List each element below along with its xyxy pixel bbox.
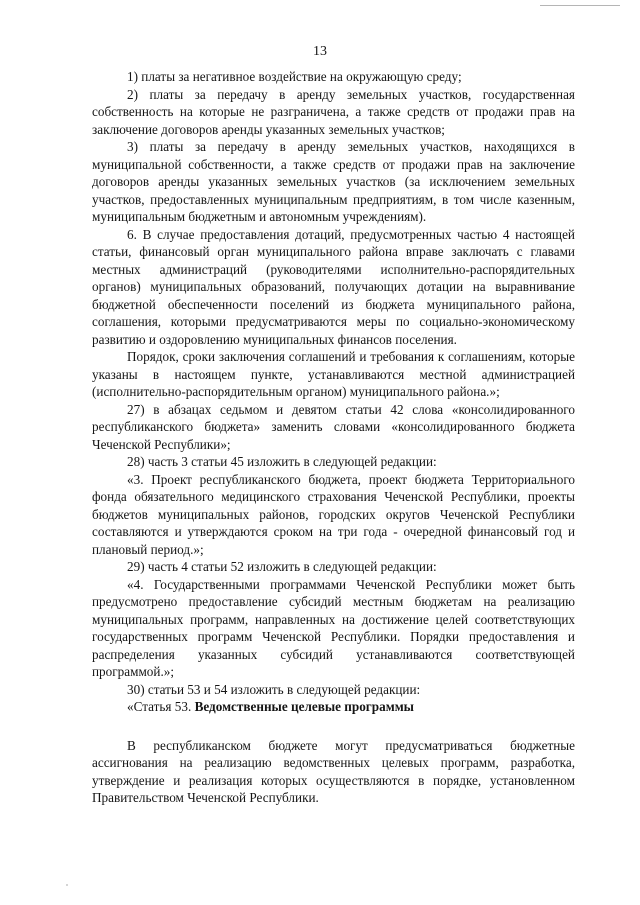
paragraph-amendment-27: 27) в абзацах седьмом и девятом статьи 42 слова «консолидированного республиканского бюджета» заменить словами «консолидированного бюджета Чеченской Республики»; [92,401,575,452]
page-number: 13 [313,44,327,59]
paragraph-amendment-29: 29) часть 4 статьи 52 изложить в следующей редакции: [127,559,437,574]
paragraph-part-3-text: «3. Проект республиканского бюджета, проект бюджета Территориального фонда обязательного медицинского страхования Чеченской Республики, проекты бюджетов муниципальных районов, городских округов Чеченской Республики составляются и утверждаются сроком на три года - очередной финансовый год и плановый период.»; [92,471,575,557]
document-body [92,68,575,807]
paragraph-amendment-28: 28) часть 3 статьи 45 изложить в следующей редакции: [127,454,437,469]
article-heading-prefix: «Статья 53. [127,699,195,714]
paragraph-part-4-text: «4. Государственными программами Чеченской Республики может быть предусмотрено предоставление субсидий местным бюджетам на реализацию муниципальных программ, направленных на достижение целей соответствующих государственных программ Чеченской Республики. Порядки предоставления и распределения указанных субсидий устанавливаются соответствующей программой.»; [92,576,575,679]
article-heading [92,698,575,716]
paragraph-agreements-procedure: Порядок, сроки заключения соглашений и требования к соглашениям, которые указаны в настоящем пункте, устанавливаются местной администрацией (исполнительно-распорядительным органом) муниципального района.»; [92,349,575,399]
scan-dot [66,884,68,886]
paragraph-item-2: 2) платы за передачу в аренду земельных участков, государственная собственность на которые не разграничена, а также средств от продажи прав на заключение договоров аренды указанных земельных участков; [92,86,575,137]
paragraph-budget-allocations: В республиканском бюджете могут предусматриваться бюджетные ассигнования на реализацию ведомственных целевых программ, разработка, утверждение и реализация которых осуществляются в порядке, установленном Правительством Чеченской Республики. [92,737,575,805]
paragraph-amendment-30: 30) статьи 53 и 54 изложить в следующей редакции: [127,681,421,697]
paragraph-part-6: 6. В случае предоставления дотаций, предусмотренных частью 4 настоящей статьи, финансовый орган муниципального района вправе заключать с главами местных администраций (руководителями исполнительно-распорядительных органов) муниципальных образований, получающих дотации на выравнивание бюджетной обеспеченности поселений из бюджета муниципального района, соглашения, которыми предусматриваются меры по социально-экономическому развитию и оздоровлению муниципальных финансов поселения. [92,226,575,347]
paragraph-item-3: 3) платы за передачу в аренду земельных участков, находящихся в муниципальной собственности, а также средств от продажи прав на заключение договоров аренды указанных земельных участков (за исключением земельных участков, предоставленных муниципальным предприятиям, в том числе казенным, муниципальным бюджетным и автономным учреждениям). [92,139,575,224]
paragraph-item-1: 1) платы за негативное воздействие на окружающую среду; [127,69,462,84]
scan-edge-line [540,5,620,6]
article-heading-title: Ведомственные целевые программы [194,699,414,714]
